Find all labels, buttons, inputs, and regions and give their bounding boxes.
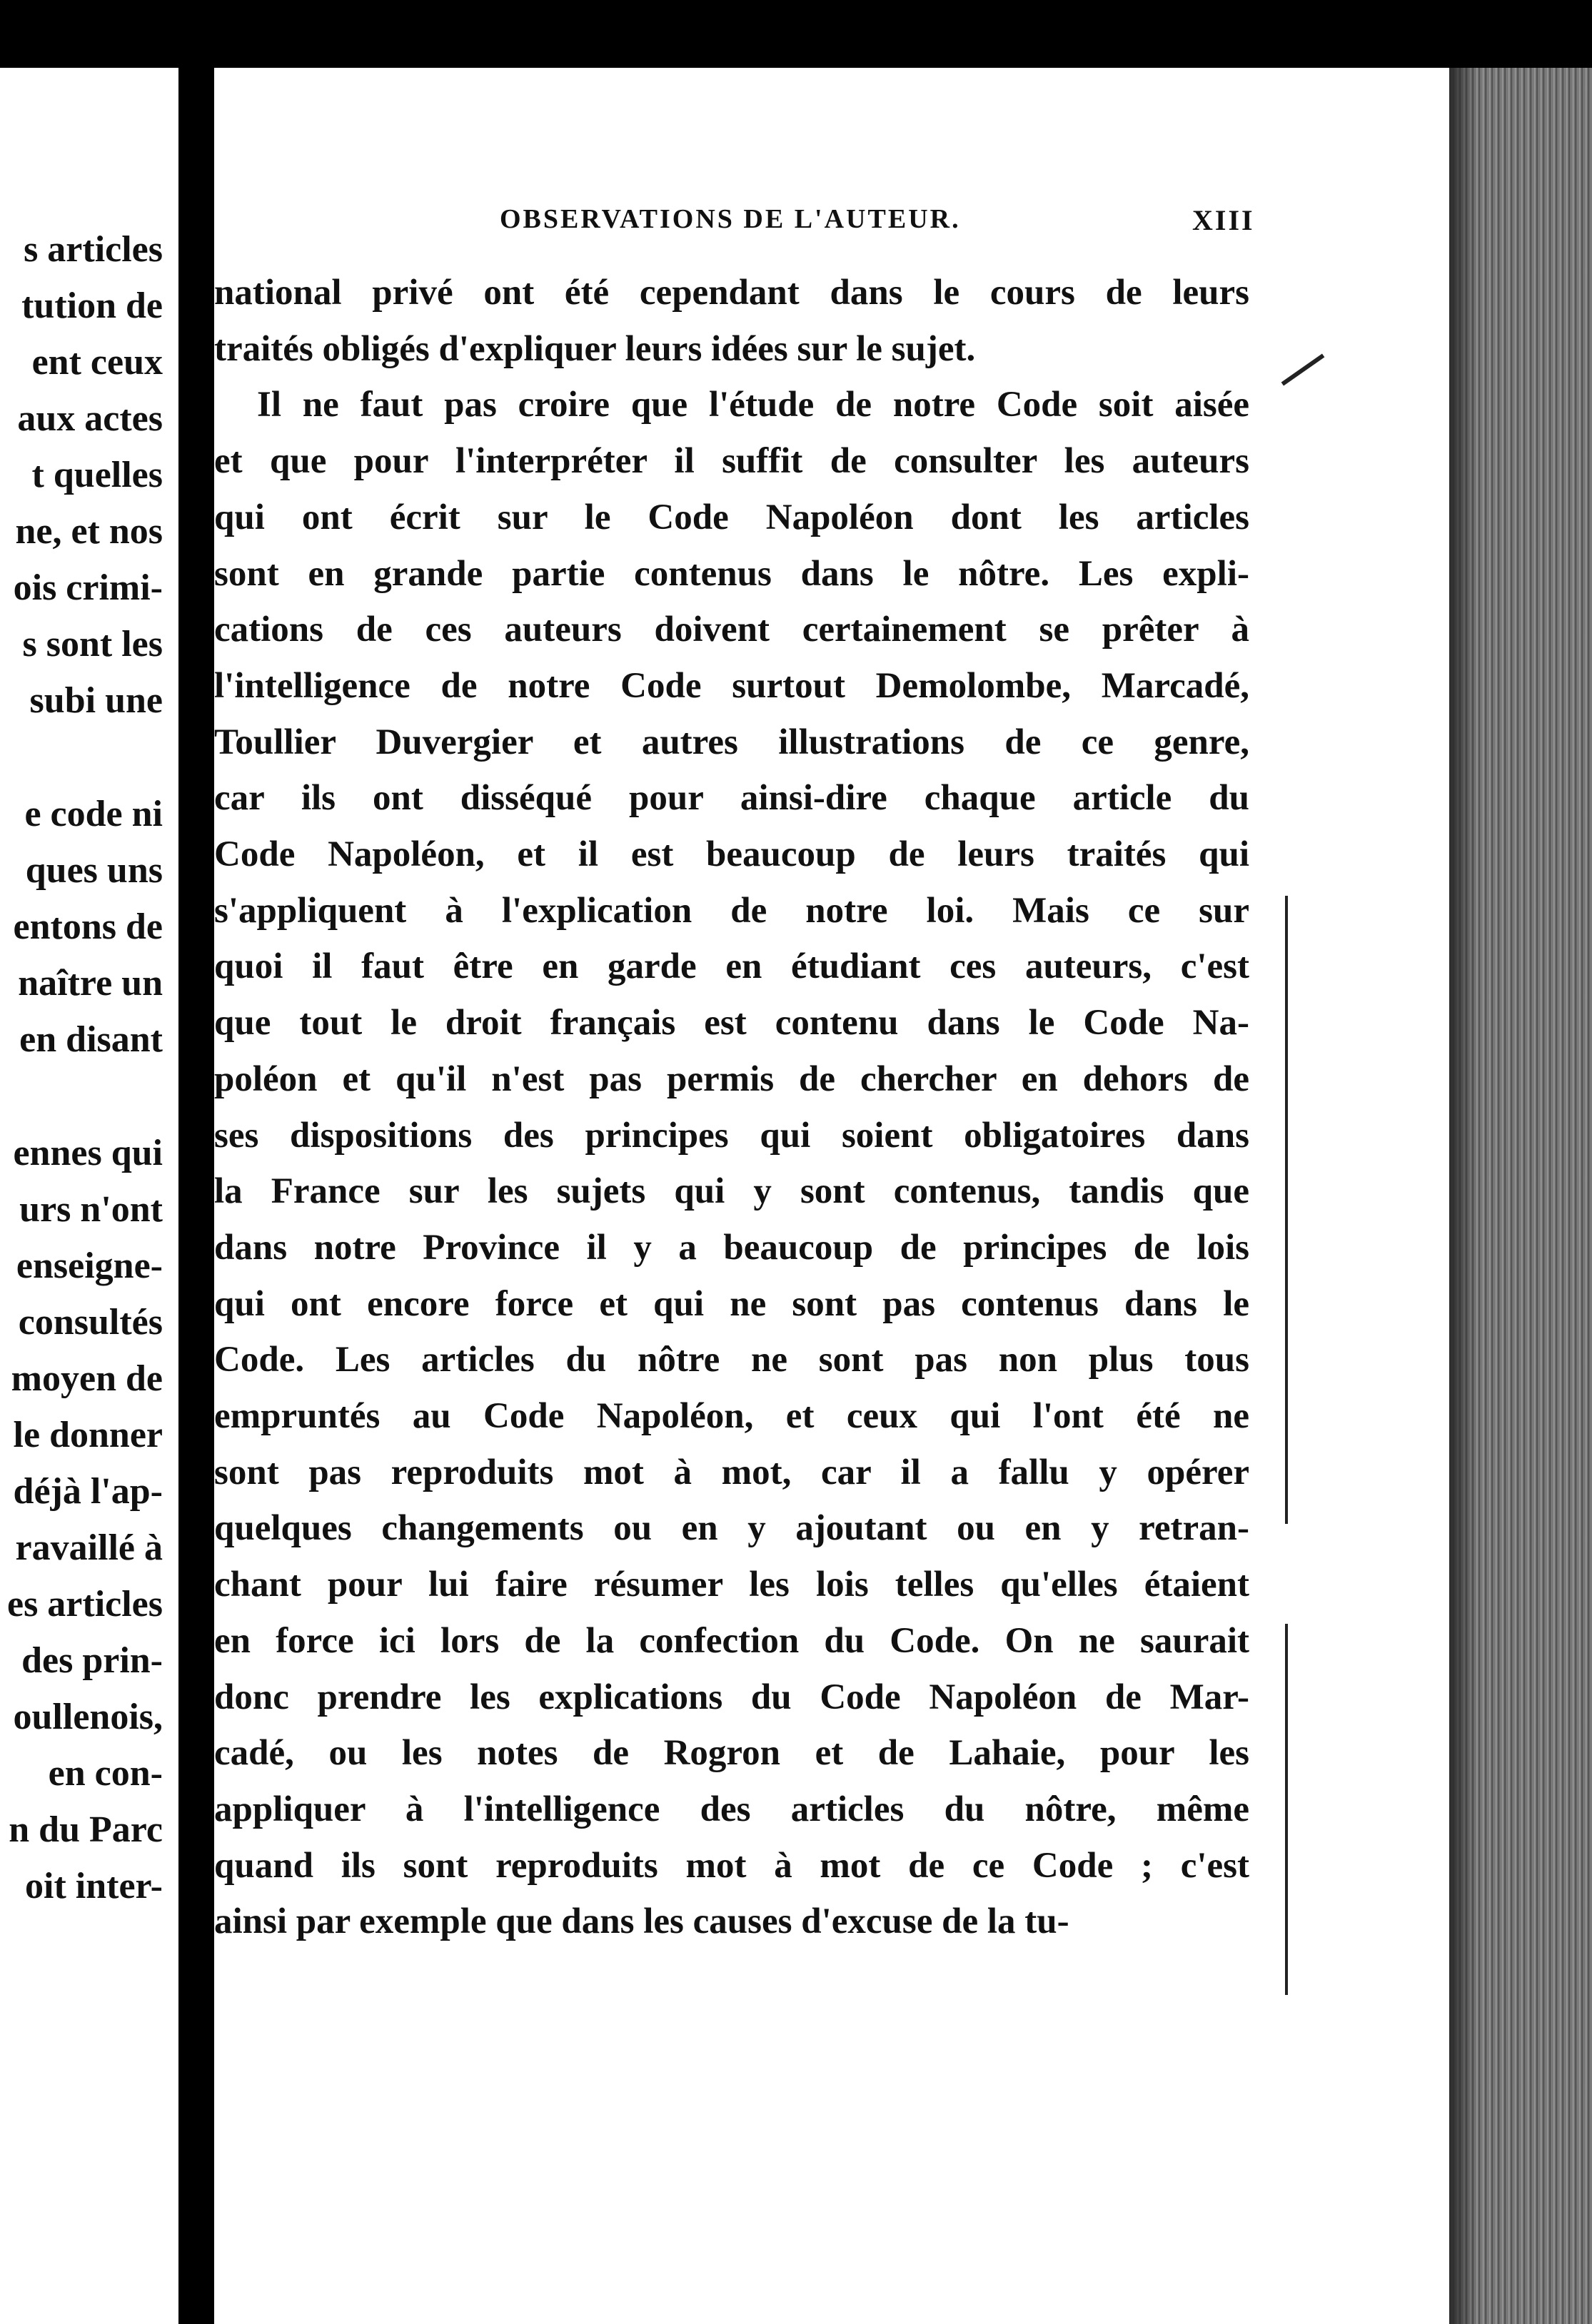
previous-page-line: oit inter-: [25, 1866, 163, 1906]
body-line: quoi il faut être en garde en étudiant ces auteurs, c'est: [214, 946, 1249, 987]
body-line: traités obligés d'expliquer leurs idées sur le sujet.: [214, 328, 976, 369]
previous-page-line: aux actes: [17, 398, 163, 439]
previous-page-line: n du Parc: [9, 1809, 163, 1850]
body-line: quelques changements ou en y ajoutant ou en y retran-: [214, 1508, 1249, 1549]
body-line: que tout le droit français est contenu dans le Code Na-: [214, 1003, 1249, 1044]
page-number: XIII: [1192, 204, 1255, 236]
previous-page-line: ne, et nos: [15, 511, 163, 552]
body-line: cations de ces auteurs doivent certainement se prêter à: [214, 610, 1249, 650]
body-line: ses dispositions des principes qui soient obligatoires dans: [214, 1115, 1249, 1156]
previous-page-fragment: [0, 68, 178, 2324]
previous-page-line: déjà l'ap-: [13, 1471, 163, 1512]
book-page: [214, 68, 1449, 2324]
previous-page-line: ois crimi-: [13, 567, 163, 608]
previous-page-line: ravaillé à: [15, 1527, 163, 1568]
previous-page-line: s articles: [24, 229, 163, 270]
body-line: Code Napoléon, et il est beaucoup de leurs traités qui: [214, 834, 1249, 874]
body-line: l'intelligence de notre Code surtout Demolombe, Marcadé,: [214, 665, 1249, 706]
previous-page-line: ent ceux: [31, 342, 163, 383]
margin-mark-line: [1285, 896, 1288, 1524]
body-line: s'appliquent à l'explication de notre loi. Mais ce sur: [214, 890, 1249, 931]
previous-page-line: moyen de: [11, 1358, 163, 1399]
previous-page-line: entons de: [13, 906, 163, 947]
body-line: empruntés au Code Napoléon, et ceux qui l'ont été ne: [214, 1396, 1249, 1436]
previous-page-line: en con-: [48, 1753, 163, 1794]
body-line: Toullier Duvergier et autres illustrations de ce genre,: [214, 722, 1249, 762]
page-edge-shadow: [1449, 68, 1478, 2324]
body-line: chant pour lui faire résumer les lois telles qu'elles étaient: [214, 1565, 1249, 1605]
previous-page-line: consultés: [18, 1302, 163, 1343]
previous-page-line: es articles: [6, 1584, 163, 1625]
body-line: et que pour l'interpréter il suffit de consulter les auteurs: [214, 441, 1249, 482]
previous-page-line: le donner: [13, 1415, 163, 1455]
body-line: Il ne faut pas croire que l'étude de notre Code soit aisée: [257, 385, 1249, 425]
body-line: sont pas reproduits mot à mot, car il a fallu y opérer: [214, 1452, 1249, 1492]
body-line: cadé, ou les notes de Rogron et de Lahaie, pour les: [214, 1733, 1249, 1774]
previous-page-line: ques uns: [25, 850, 163, 891]
previous-page-line: s sont les: [22, 624, 163, 665]
body-line: ainsi par exemple que dans les causes d'excuse de la tu-: [214, 1901, 1069, 1942]
body-line: la France sur les sujets qui y sont contenus, tandis que: [214, 1171, 1249, 1212]
margin-mark-slash: [1281, 353, 1325, 385]
running-header: [214, 203, 1449, 246]
previous-page-line: t quelles: [31, 455, 163, 495]
previous-page-line: en disant: [19, 1019, 163, 1060]
body-line: qui ont écrit sur le Code Napoléon dont les articles: [214, 497, 1249, 537]
previous-page-line: naître un: [18, 963, 163, 1004]
body-line: Code. Les articles du nôtre ne sont pas non plus tous: [214, 1340, 1249, 1380]
previous-page-line: des prin-: [21, 1640, 163, 1681]
previous-page-line: tution de: [21, 286, 163, 326]
margin-mark-line: [1285, 1624, 1288, 1995]
body-line: poléon et qu'il n'est pas permis de chercher en dehors de: [214, 1059, 1249, 1099]
body-line: donc prendre les explications du Code Napoléon de Mar-: [214, 1677, 1249, 1717]
previous-page-line: urs n'ont: [19, 1189, 163, 1230]
previous-page-line: oullenois,: [13, 1697, 163, 1737]
body-line: dans notre Province il y a beaucoup de principes de lois: [214, 1227, 1249, 1268]
body-line: sont en grande partie contenus dans le nôtre. Les expli-: [214, 553, 1249, 594]
body-line: national privé ont été cependant dans le cours de leurs: [214, 273, 1249, 313]
running-title: OBSERVATIONS DE L'AUTEUR.: [500, 204, 961, 234]
previous-page-line: enseigne-: [16, 1246, 163, 1286]
previous-page-line: ennes qui: [13, 1133, 163, 1173]
body-line: qui ont encore force et qui ne sont pas contenus dans le: [214, 1283, 1249, 1324]
body-line: en force ici lors de la confection du Code. On ne saurait: [214, 1620, 1249, 1661]
previous-page-line: e code ni: [24, 794, 163, 834]
previous-page-line: subi une: [29, 680, 163, 721]
body-line: appliquer à l'intelligence des articles du nôtre, même: [214, 1789, 1249, 1829]
body-line: quand ils sont reproduits mot à mot de ce Code ; c'est: [214, 1845, 1249, 1886]
body-line: car ils ont disséqué pour ainsi-dire chaque article du: [214, 778, 1249, 819]
